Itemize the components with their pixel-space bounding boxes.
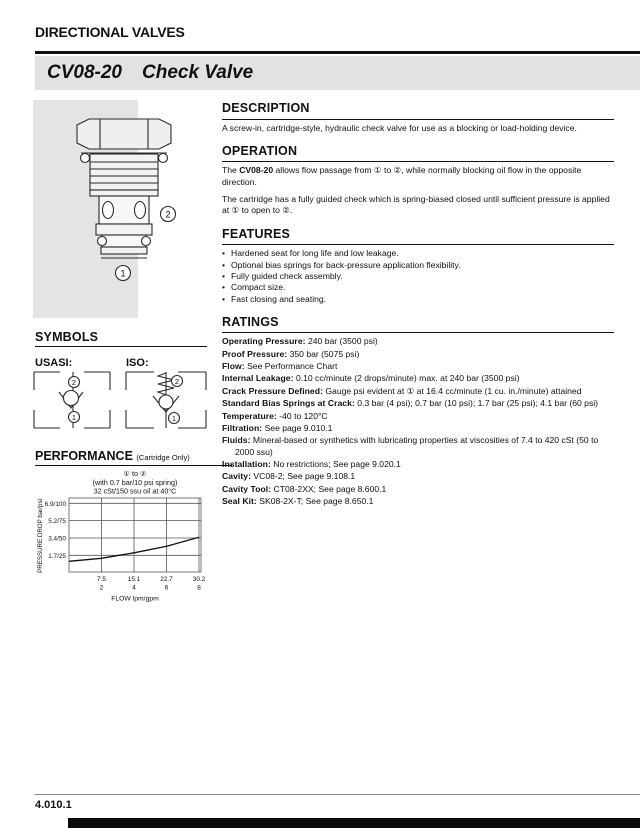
rating-item: Fluids: Mineral-based or synthetics with lubricating properties at viscosities of 7.4 to 420 cSt (50 to 2000 ssu) xyxy=(222,435,599,457)
performance-chart xyxy=(33,466,233,608)
rating-item: Standard Bias Springs at Crack: 0.3 bar (4 psi); 0.7 bar (10 psi); 1.7 bar (25 psi); 4.1 bar (60 psi) xyxy=(222,398,599,409)
operation-paragraph-2: The cartridge has a fully guided check which is spring-biased closed until sufficient pressure is applied at ① to open to ②. xyxy=(222,194,610,216)
features-heading: FEATURES xyxy=(222,226,614,246)
operation-heading: OPERATION xyxy=(222,143,614,163)
feature-item: • Compact size. xyxy=(222,282,614,293)
svg-text:PRESSURE DROP bar/psi: PRESSURE DROP bar/psi xyxy=(37,499,44,573)
feature-item: • Hardened seat for long life and low leakage. xyxy=(222,248,614,259)
catalog-section-title: DIRECTIONAL VALVES xyxy=(35,24,185,40)
ratings-heading: RATINGS xyxy=(222,314,614,334)
svg-text:2: 2 xyxy=(174,376,180,386)
svg-text:1: 1 xyxy=(171,413,177,423)
product-model: CV08-20 xyxy=(47,62,122,83)
svg-text:2: 2 xyxy=(71,377,77,387)
svg-text:2: 2 xyxy=(165,209,171,220)
feature-item: • Fast closing and seating. xyxy=(222,294,614,305)
header-rule xyxy=(35,51,640,54)
feature-item: • Optional bias springs for back-pressure application flexibility. xyxy=(222,260,614,271)
svg-text:30.2: 30.2 xyxy=(192,576,206,583)
svg-text:(with 0.7 bar/10 psi spring): (with 0.7 bar/10 psi spring) xyxy=(92,478,178,487)
footer-rule xyxy=(35,794,640,795)
operation-section xyxy=(222,143,614,217)
svg-text:32 cSt/150 ssu oil at 40°C: 32 cSt/150 ssu oil at 40°C xyxy=(93,486,177,496)
feature-item: • Fully guided check assembly. xyxy=(222,271,614,282)
rating-item: Flow: See Performance Chart xyxy=(222,361,338,372)
ratings-section xyxy=(222,314,614,507)
description-body: A screw-in, cartridge-style, hydraulic check valve for use as a blocking or load-holding device. xyxy=(222,122,577,133)
svg-text:5.2/75: 5.2/75 xyxy=(48,518,66,526)
footer-tab-bar xyxy=(68,818,640,828)
svg-text:6: 6 xyxy=(164,584,169,592)
product-name: Check Valve xyxy=(142,62,254,83)
svg-text:4: 4 xyxy=(132,584,136,592)
performance-heading-text: PERFORMANCE xyxy=(35,449,133,463)
symbols-heading: SYMBOLS xyxy=(35,330,207,347)
usasi-label: USASI: xyxy=(35,357,73,369)
spec-column xyxy=(222,100,614,516)
svg-text:1.7/25: 1.7/25 xyxy=(48,552,66,560)
product-title-bar xyxy=(35,56,640,90)
rating-item: Proof Pressure: 350 bar (5075 psi) xyxy=(222,348,360,359)
description-section xyxy=(222,100,614,134)
performance-qualifier: (Cartridge Only) xyxy=(136,453,190,462)
rating-item: Seal Kit: SK08-2X-T; See page 8.650.1 xyxy=(222,495,374,506)
svg-text:8: 8 xyxy=(197,584,201,592)
rating-item: Installation: No restrictions; See page 9.020.1 xyxy=(222,458,401,469)
performance-heading xyxy=(35,449,232,466)
rating-item: Crack Pressure Defined: Gauge psi evident at ① at 16.4 cc/minute (1 cu. in./minute) attained xyxy=(222,385,582,396)
iso-label: ISO: xyxy=(126,357,149,369)
operation-paragraph-1: The CV08-20 allows flow passage from ① to ②, while normally blocking oil flow in the opposite direction. xyxy=(222,165,582,187)
iso-symbol-diagram xyxy=(125,371,207,429)
svg-text:2: 2 xyxy=(99,584,104,592)
svg-text:3.4/50: 3.4/50 xyxy=(48,535,66,543)
svg-text:1: 1 xyxy=(120,268,126,279)
description-heading: DESCRIPTION xyxy=(222,100,614,120)
svg-text:7.5: 7.5 xyxy=(97,576,106,583)
rating-item: Internal Leakage: 0.10 cc/minute (2 drops/minute) max. at 240 bar (3500 psi) xyxy=(222,373,520,384)
rating-item: Cavity: VC08-2; See page 9.108.1 xyxy=(222,471,356,482)
rating-item: Filtration: See page 9.010.1 xyxy=(222,422,333,433)
page-number: 4.010.1 xyxy=(35,799,72,811)
features-section xyxy=(222,226,614,305)
svg-text:15.1: 15.1 xyxy=(127,576,141,583)
valve-cartridge-illustration xyxy=(58,110,190,292)
port-2-callout xyxy=(161,207,176,222)
rating-item: Cavity Tool: CT08-2XX; See page 8.600.1 xyxy=(222,483,387,494)
svg-text:22.7: 22.7 xyxy=(160,576,173,583)
rating-item: Operating Pressure: 240 bar (3500 psi) xyxy=(222,336,378,347)
svg-text:FLOW lpm/gpm: FLOW lpm/gpm xyxy=(111,595,159,603)
svg-text:1: 1 xyxy=(71,412,77,422)
rating-item: Temperature: -40 to 120°C xyxy=(222,410,328,421)
usasi-symbol-diagram xyxy=(33,371,111,429)
svg-text:① to ②: ① to ② xyxy=(123,469,147,478)
port-1-callout xyxy=(116,266,131,281)
svg-text:6.9/100: 6.9/100 xyxy=(44,500,66,508)
